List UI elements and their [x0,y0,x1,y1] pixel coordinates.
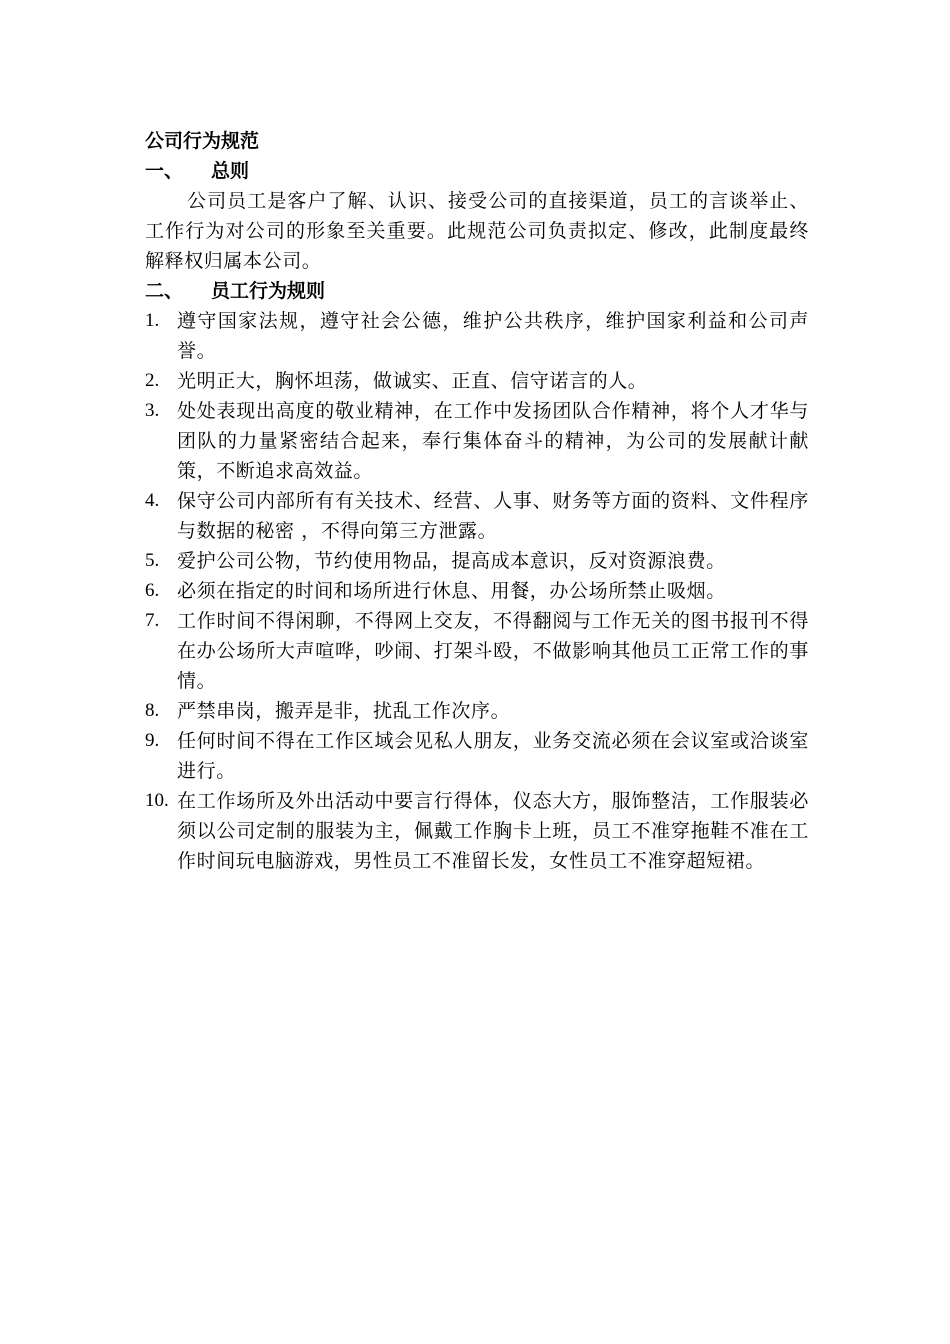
rule-number: 3. [145,400,160,421]
rule-number: 4. [145,490,160,511]
document-title: 公司行为规范 [145,130,260,152]
rule-item [145,306,809,366]
rule-item [145,486,809,546]
rule-item [145,726,809,786]
rule-text: 工作时间不得闲聊，不得网上交友，不得翻阅与工作无关的图书报刊不得在办公场所大声喧哗，吵闹、打架斗殴，不做影响其他员工正常工作的事情。 [177,610,809,692]
rule-item [145,606,809,696]
section-title: 员工行为规则 [211,280,326,302]
section-heading-general [145,156,809,186]
rule-number: 9. [145,730,160,751]
rule-number: 7. [145,610,160,631]
rule-text: 在工作场所及外出活动中要言行得体，仪态大方，服饰整洁，工作服装必须以公司定制的服装为主，佩戴工作胸卡上班，员工不准穿拖鞋不准在工作时间玩电脑游戏，男性员工不准留长发，女性员工不准穿超短裙。 [177,790,809,872]
section-number: 二、 [145,280,184,302]
section-title: 总则 [211,160,250,182]
document-page [145,126,809,876]
rule-item [145,696,809,726]
general-paragraph: 公司员工是客户了解、认识、接受公司的直接渠道，员工的言谈举止、工作行为对公司的形象至关重要。此规范公司负责拟定、修改，此制度最终解释权归属本公司。 [145,190,809,272]
rules-list [145,306,809,876]
rule-item [145,786,809,876]
rule-text: 遵守国家法规，遵守社会公德，维护公共秩序，维护国家利益和公司声誉。 [177,310,809,362]
rule-number: 8. [145,700,160,721]
rule-text: 严禁串岗，搬弄是非，扰乱工作次序。 [177,700,511,722]
rule-text: 爱护公司公物，节约使用物品，提高成本意识，反对资源浪费。 [177,550,726,572]
section-heading-rules [145,276,809,306]
rule-number: 6. [145,580,160,601]
rule-item [145,366,809,396]
rule-number: 10. [145,790,169,811]
rule-text: 处处表现出高度的敬业精神，在工作中发扬团队合作精神，将个人才华与团队的力量紧密结合起来，奉行集体奋斗的精神，为公司的发展献计献策，不断追求高效益。 [177,400,809,482]
rule-item [145,546,809,576]
section-number: 一、 [145,160,184,182]
rule-text: 必须在指定的时间和场所进行休息、用餐，办公场所禁止吸烟。 [177,580,726,602]
rule-text: 保守公司内部所有有关技术、经营、人事、财务等方面的资料、文件程序与数据的秘密 ，不得向第三方泄露。 [177,490,809,542]
rule-number: 1. [145,310,160,331]
rule-item [145,396,809,486]
rule-number: 5. [145,550,160,571]
rule-number: 2. [145,370,160,391]
rule-text: 光明正大，胸怀坦荡，做诚实、正直、信守诺言的人。 [177,370,648,392]
rule-item [145,576,809,606]
rule-text: 任何时间不得在工作区域会见私人朋友，业务交流必须在会议室或洽谈室进行。 [177,730,809,782]
